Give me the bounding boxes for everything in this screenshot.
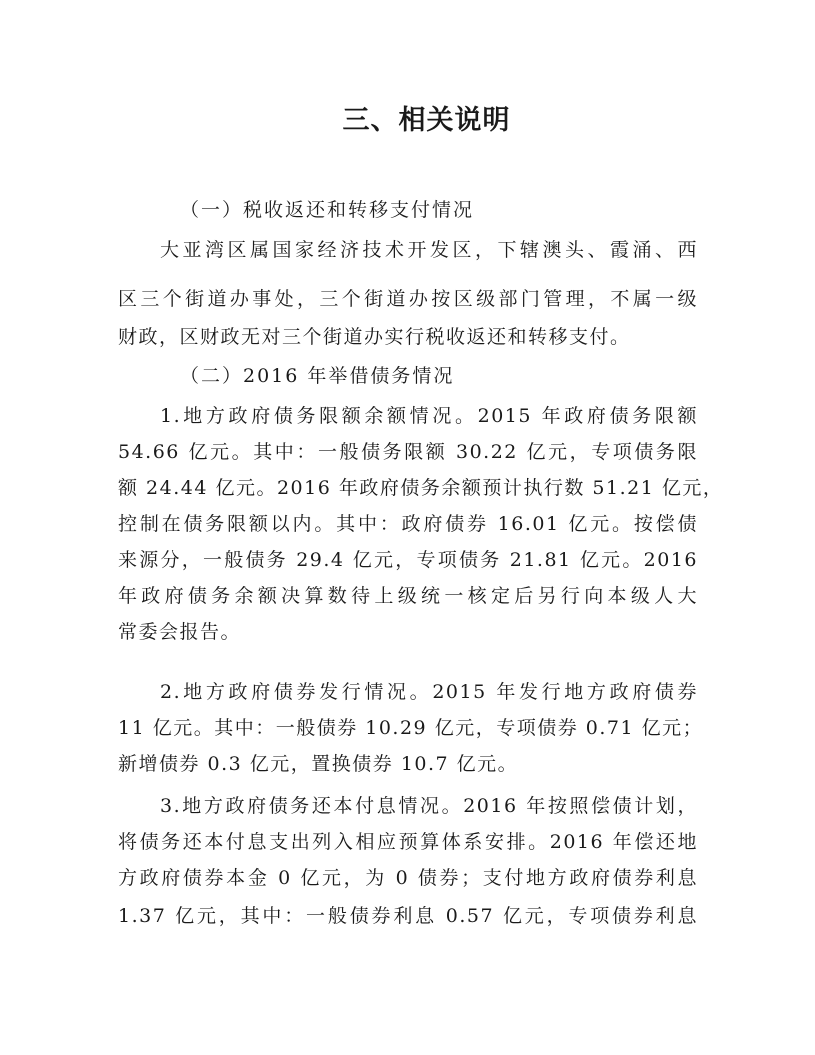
paragraph-line: 方政府债券本金 0 亿元，为 0 债券；支付地方政府债券利息 xyxy=(118,867,698,889)
paragraph-line: 年政府债务余额决算数待上级统一核定后另行向本级人大 xyxy=(118,585,698,607)
paragraph-line: 额 24.44 亿元。2016 年政府债务余额预计执行数 51.21 亿元， xyxy=(118,477,724,499)
section-heading-transfer: （一）税收返还和转移支付情况 xyxy=(180,199,475,221)
section-heading-debt: （二）2016 年举借债务情况 xyxy=(180,365,455,387)
paragraph-line: 2.地方政府债券发行情况。2015 年发行地方政府债券 xyxy=(160,681,698,703)
paragraph-line: 控制在债务限额以内。其中：政府债券 16.01 亿元。按偿债 xyxy=(118,513,698,535)
paragraph-line: 区三个街道办事处，三个街道办按区级部门管理，不属一级 xyxy=(118,288,698,310)
page-title: 三、相关说明 xyxy=(342,105,511,136)
paragraph-line: 来源分，一般债务 29.4 亿元，专项债务 21.81 亿元。2016 xyxy=(118,549,698,571)
paragraph-line: 财政，区财政无对三个街道办实行税收返还和转移支付。 xyxy=(118,326,631,348)
paragraph-line: 常委会报告。 xyxy=(118,621,242,643)
paragraph-line: 54.66 亿元。其中：一般债务限额 30.22 亿元，专项债务限 xyxy=(118,441,698,463)
paragraph-line: 11 亿元。其中：一般债券 10.29 亿元，专项债券 0.71 亿元； xyxy=(118,717,704,739)
paragraph-line: 将债务还本付息支出列入相应预算体系安排。2016 年偿还地 xyxy=(118,831,698,853)
paragraph-line: 新增债券 0.3 亿元，置换债券 10.7 亿元。 xyxy=(118,753,519,775)
paragraph-line: 3.地方政府债务还本付息情况。2016 年按照偿债计划， xyxy=(160,795,698,817)
paragraph-line: 大亚湾区属国家经济技术开发区，下辖澳头、霞涌、西 xyxy=(160,239,698,261)
paragraph-line: 1.地方政府债务限额余额情况。2015 年政府债务限额 xyxy=(160,405,698,427)
paragraph-line: 1.37 亿元，其中：一般债券利息 0.57 亿元，专项债券利息 xyxy=(118,905,698,927)
